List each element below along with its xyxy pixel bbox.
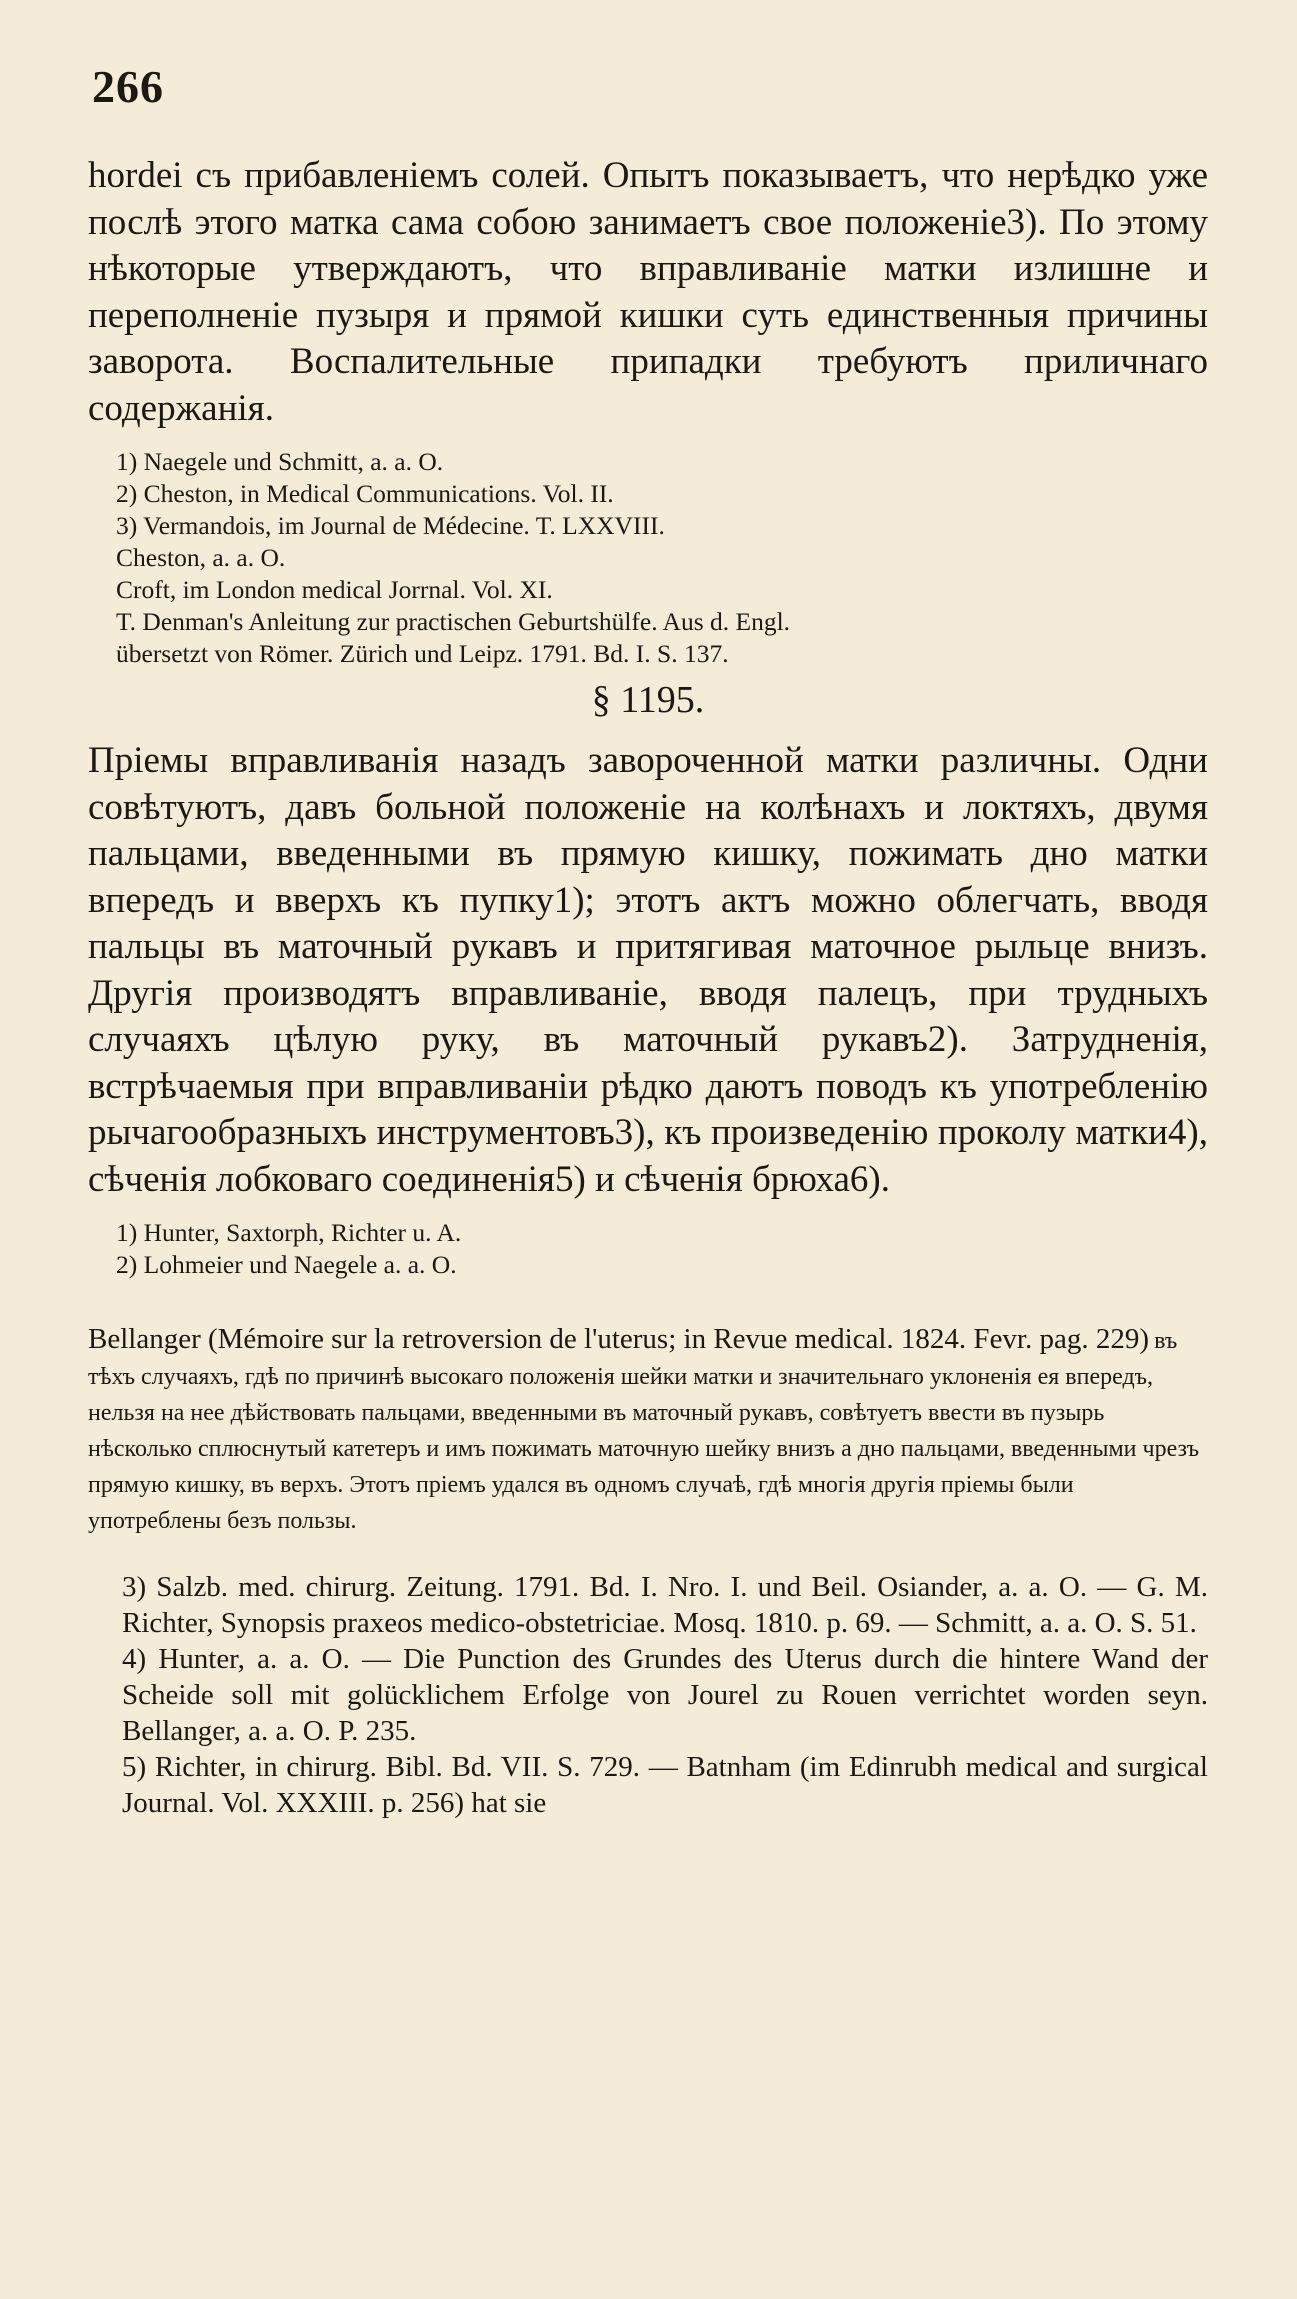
- bellanger-note: [88, 1321, 1208, 1539]
- footnote: 2) Lohmeier und Naegele a. a. O.: [116, 1250, 457, 1279]
- intro-paragraph: hordei съ прибавленіемъ солей. Опытъ показываетъ, что нерѣдко уже послѣ этого матка сама собою занимаетъ свое положеніе3). По этому нѣкоторые утверждаютъ, что вправливаніе матки излишне и переполненіе пузыря и прямой кишки суть единственныя причины заворота. Воспалительные припадки требуютъ приличнаго содержанія.: [88, 155, 1208, 429]
- footnote: 1) Naegele und Schmitt, a. a. O.: [116, 447, 444, 476]
- footnote: übersetzt von Römer. Zürich und Leipz. 1791. Bd. I. S. 137.: [116, 639, 729, 668]
- footnote: 3) Vermandois, im Journal de Médecine. T. LXXVIII.: [116, 511, 665, 540]
- footnote: Cheston, a. a. O.: [116, 543, 286, 572]
- section-heading: § 1195.: [591, 679, 705, 721]
- reference-item: 4) Hunter, a. a. O. — Die Punction des Grundes des Uterus durch die hintere Wand der Scheide soll mit golücklichem Erfolge von Jourel zu Rouen verrichtet worden seyn. Bellanger, a. a. O. P. 235.: [122, 1643, 1208, 1747]
- footnote: Croft, im London medical Jorrnal. Vol. XI.: [116, 575, 553, 604]
- footnote-list-middle: [116, 1217, 1208, 1281]
- book-page: [88, 60, 1208, 1821]
- note-head: Bellanger (Mémoire sur la retroversion de l'uterus; in Revue medical. 1824. Fevr. pag. 229): [88, 1323, 1150, 1355]
- reference-list: [88, 1569, 1208, 1821]
- note-body: въ тѣхъ случаяхъ, гдѣ по причинѣ высокаго положенія шейки матки и значительнаго уклоненія ея впередъ, нельзя на нее дѣйствовать пальцами, введенными въ маточный рукавъ, совѣтуетъ ввести въ пузырь нѣсколько сплюснутый катетеръ и имъ пожимать маточную шейку внизъ а дно пальцами, введенными чрезъ прямую кишку, въ верхъ. Этотъ пріемъ удался въ одномъ случаѣ, гдѣ многія другія пріемы были употреблены безъ пользы.: [88, 1328, 1200, 1534]
- reference-item: 3) Salzb. med. chirurg. Zeitung. 1791. Bd. I. Nro. I. und Beil. Osiander, a. a. O. — G. M. Richter, Synopsis praxeos medico-obstetriciae. Mosq. 1810. p. 69. — Schmitt, a. a. O. S. 51.: [122, 1571, 1208, 1639]
- footnote-list-top: [116, 446, 1208, 670]
- main-paragraph: Пріемы вправливанія назадъ завороченной матки различны. Одни совѣтуютъ, давъ больной положеніе на колѣнахъ и локтяхъ, двумя пальцами, введенными въ прямую кишку, пожимать дно матки впередъ и вверхъ къ пупку1); этотъ актъ можно облегчать, вводя пальцы въ маточный рукавъ и притягивая маточное рыльце внизъ. Другія производятъ вправливаніе, вводя палецъ, при трудныхъ случаяхъ цѣлую руку, въ маточный рукавъ2). Затрудненія, встрѣчаемыя при вправливаніи рѣдко даютъ поводъ къ употребленію рычагообразныхъ инструментовъ3), къ произведенію проколу матки4), сѣченія лобковаго соединенія5) и сѣченія брюха6).: [88, 740, 1208, 1200]
- page-number: 266: [92, 61, 164, 112]
- footnote: 1) Hunter, Saxtorph, Richter u. A.: [116, 1218, 462, 1247]
- footnote: T. Denman's Anleitung zur practischen Geburtshülfe. Aus d. Engl.: [116, 607, 791, 636]
- footnote: 2) Cheston, in Medical Communications. Vol. II.: [116, 479, 614, 508]
- reference-item: 5) Richter, in chirurg. Bibl. Bd. VII. S. 729. — Batnham (im Edinrubh medical and surgical Journal. Vol. XXXIII. p. 256) hat sie: [122, 1751, 1208, 1819]
